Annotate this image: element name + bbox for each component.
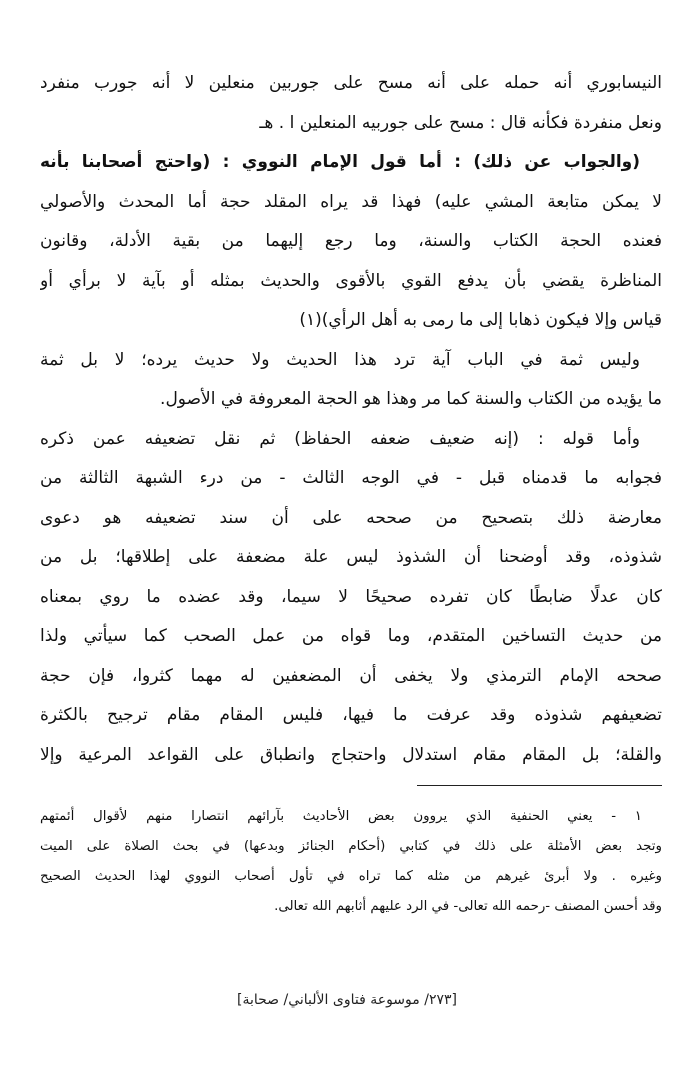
text-line: لا يمكن متابعة المشي عليه) فهذا قد يراه المقلد حجة أما المحدث والأصولي <box>40 191 662 212</box>
footnote-line: وغيره . ولا أبرئ غيرهم من مثله كما تراه في تأول أصحاب النووي لهذا الحديث الصحيح <box>40 869 662 884</box>
text-line: شذوذه، وقد أوضحنا أن الشذوذ ليس علة مضعفة على إطلاقها؛ بل من <box>40 547 662 567</box>
footnote-line: وتجد بعض الأمثلة على ذلك في كتابي (أحكام الجنائز وبدعها) في بحث الصلاة على الميت <box>40 839 662 854</box>
page-footer: [٢٧٣/ موسوعة فتاوى الألباني/ صحابة] <box>237 992 457 1008</box>
text-line: المناظرة يقضي بأن يدفع القوي بالأقوى والحديث بمثله أو بآية لا برأي أو <box>40 270 662 291</box>
text-line: كان عدلًا ضابطًا كان تفرده صحيحًا لا سيما، وقد عضده ما روي بمعناه <box>40 586 662 607</box>
text-line: والقلة؛ بل المقام مقام استدلال واحتجاج وانطباق على القواعد المرعية وإلا <box>40 744 662 765</box>
text-line: ونعل منفردة فكأنه قال : مسح على جوربيه المنعلين ا . هـ <box>259 112 662 133</box>
text-line: النيسابوري أنه حمله على أنه مسح على جوربين منعلين لا أنه جورب منفرد <box>40 73 662 93</box>
text-line: تضعيفهم شذوذه وقد عرفت ما فيها، فليس المقام مقام ترجيح بالكثرة <box>40 705 662 725</box>
footnote-divider <box>417 785 662 786</box>
text-line: صححه الإمام الترمذي ولا يخفى أن المضعفين له مهما كثروا، فإن حجة <box>40 665 662 686</box>
text-line: ما يؤيده من الكتاب والسنة كما مر وهذا هو الحجة المعروفة في الأصول. <box>160 389 662 409</box>
text-line: فجوابه ما قدمناه قبل - في الوجه الثالث - من درء الشبهة الثالثة من <box>40 468 662 488</box>
text-line: من حديث التساخين المتقدم، وما قواه من عمل الصحب كما سيأتي ولذا <box>40 626 662 646</box>
text-line: فعنده الحجة الكتاب والسنة، وما رجع إليهما من بقية الأدلة، وقانون <box>40 231 662 251</box>
footnote-line: ١ - يعني الحنفية الذي يروون بعض الأحاديث بآرائهم انتصارا منهم لأقوال أئمتهم <box>40 809 642 824</box>
text-line: قياس وإلا فيكون ذهابا إلى ما رمى به أهل الرأي)(١) <box>299 310 662 330</box>
text-line: وأما قوله : (إنه ضعيف ضعفه الحفاظ) ثم نقل تضعيفه عمن ذكره <box>40 428 640 449</box>
text-line: معارضة ذلك بتصحيح من صححه على أن سند تضعيفه هو دعوى <box>40 507 662 528</box>
text-line: (والجواب عن ذلك) : أما قول الإمام النووي : (واحتج أصحابنا بأنه <box>40 152 640 172</box>
footnote-line: وقد أحسن المصنف -رحمه الله تعالى- في الرد عليهم أثابهم الله تعالى. <box>274 899 662 914</box>
text-line: وليس ثمة في الباب آية ترد هذا الحديث ولا حديث يرده؛ لا بل ثمة <box>40 349 640 370</box>
page-body <box>40 64 662 922</box>
